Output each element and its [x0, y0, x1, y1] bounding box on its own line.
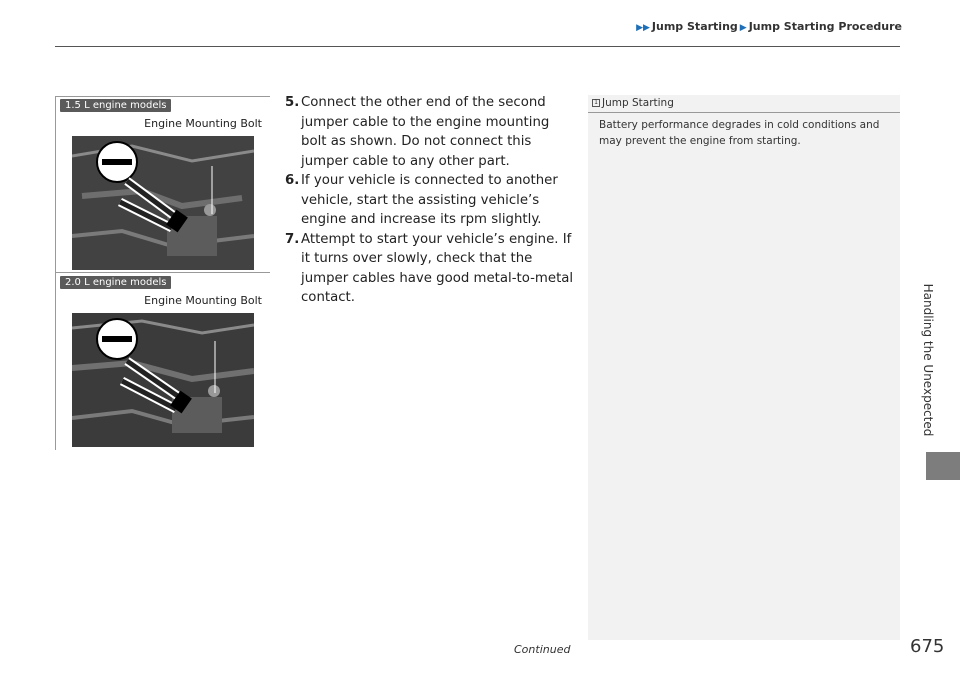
note-divider	[588, 112, 900, 113]
side-tab	[903, 260, 953, 460]
breadcrumb-arrow-icon: ▶▶	[636, 23, 650, 33]
figure-panel-1-5l	[56, 96, 270, 272]
bolt-label: Engine Mounting Bolt	[144, 294, 262, 307]
side-tab-marker	[926, 452, 960, 480]
step-6	[285, 171, 575, 230]
model-tag: 2.0 L engine models	[60, 276, 171, 289]
breadcrumb	[634, 20, 902, 33]
procedure-steps	[285, 93, 575, 308]
step-5	[285, 93, 575, 171]
figure-panel-2-0l	[56, 273, 270, 449]
step-text: Attempt to start your vehicle’s engine. If it turns over slowly, check that the jumper cables have good metal-to-metal contact.	[301, 231, 574, 305]
continued-label: Continued	[514, 643, 571, 656]
page-number: 675	[910, 636, 945, 657]
jumper-clamp-on-engine-icon	[72, 313, 254, 447]
model-tag: 1.5 L engine models	[60, 99, 171, 112]
side-tab-label: Handling the Unexpected	[921, 283, 935, 437]
step-number: 7.	[285, 231, 300, 247]
note-title	[592, 97, 674, 109]
breadcrumb-arrow-icon: ▶	[739, 23, 747, 33]
step-text: If your vehicle is connected to another vehicle, start the assisting vehicle’s engine and increase its rpm slightly.	[301, 173, 558, 227]
note-reference-icon: 1	[592, 99, 600, 107]
step-7	[285, 230, 575, 308]
step-number: 5.	[285, 95, 300, 110]
note-title-text: Jump Starting	[602, 97, 674, 109]
bolt-label: Engine Mounting Bolt	[144, 117, 262, 130]
step-text: Connect the other end of the second jumper cable to the engine mounting bolt as shown. Do not connect this jumper cable to any other part.	[301, 95, 550, 169]
breadcrumb-item: Jump Starting	[651, 20, 738, 33]
header-divider	[55, 46, 900, 47]
note-panel	[588, 95, 900, 640]
jumper-clamp-on-engine-icon	[72, 136, 254, 270]
note-body: Battery performance degrades in cold conditions and may prevent the engine from starting.	[599, 119, 880, 147]
step-number: 6.	[285, 173, 300, 188]
breadcrumb-item: Jump Starting Procedure	[748, 20, 902, 33]
